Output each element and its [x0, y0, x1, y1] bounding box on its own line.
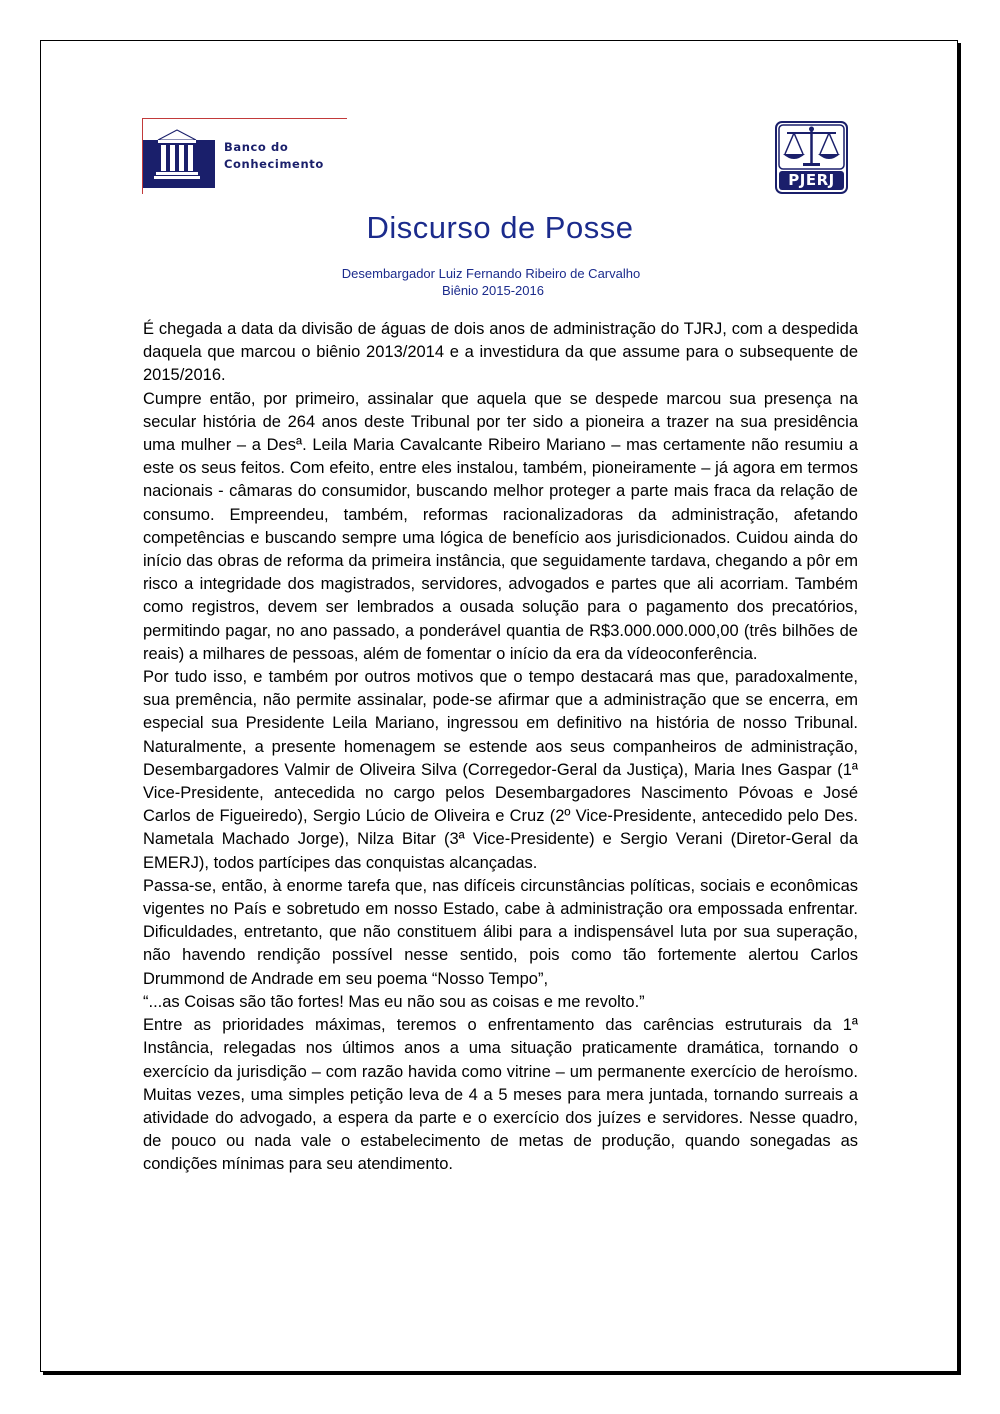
pjerj-label: PJERJ	[788, 171, 835, 189]
quote-paragraph: “...as Coisas são tão fortes! Mas eu não sou as coisas e me revolto.”	[143, 992, 645, 1011]
paragraph: Por tudo isso, e também por outros motivos que o tempo destacará mas que, paradoxalmente, sua premência, não permite assinalar, pode-se afirmar que a administração que se encerra, em especial sua Presidente Leila Mariano, ingressou em definitivo na história de nosso Tribunal. Naturalmente, a presente homenagem se estende aos seus companheiros de administração, Desembargadores Valmir de Oliveira Silva (Corregedor-Geral da Justiça), Maria Ines Gaspar (1ª Vice-Presidente, antecedida no cargo pelos Desembargadores Nascimento Póvoas e José Carlos de Figueiredo), Sergio Lúcio de Oliveira e Cruz (2º Vice-Presidente, antecedido pelo Des. Nametala Machado Jorge), Nilza Bitar (3ª Vice-Presidente) e Sergio Verani (Diretor-Geral da EMERJ), todos partícipes das conquistas alcançadas.	[143, 668, 858, 872]
speech-body	[143, 318, 858, 1177]
paragraph: É chegada a data da divisão de águas de dois anos de administração do TJRJ, com a despedida daquela que marcou o biênio 2013/2014 e a investidura da que assume para o subsequente de 2015/2016.	[143, 320, 858, 385]
paragraph: Cumpre então, por primeiro, assinalar que aquela que se despede marcou sua presença na secular história de 264 anos deste Tribunal por ter sido a pioneira a trazer na sua presidência uma mulher – a Desª. Leila Maria Cavalcante Ribeiro Mariano – mas certamente não resumiu a este os seus feitos. Com efeito, entre eles instalou, também, pioneiramente – já agora em termos nacionais - câmaras do consumidor, buscando melhor proteger a parte mais fraca da relação de consumo. Empreendeu, também, reformas racionalizadoras da administração, afetando competências e buscando sempre uma lógica de benefício aos jurisdicionados. Cuidou ainda do início das obras de reforma da primeira instância, que seguidamente tardava, chegando a pôr em risco a integridade dos magistrados, servidores, advogados e partes que ali acorriam. Também como registros, devem ser lembrados a ousada solução para o pagamento dos precatórios, permitindo pagar, no ano passado, a ponderável quantia de R$3.000.000.000,00 (três bilhões de reais) a milhares de pessoas, além de fomentar o início da era da vídeoconferência.	[143, 389, 858, 663]
logo-line-2: Conhecimento	[224, 157, 324, 171]
document-period: Biênio 2015-2016	[442, 283, 544, 298]
pjerj-logo	[775, 121, 848, 194]
document-author: Desembargador Luiz Fernando Ribeiro de Carvalho	[341, 266, 641, 281]
paragraph: Passa-se, então, à enorme tarefa que, nas difíceis circunstâncias políticas, sociais e econômicas vigentes no País e sobretudo em nosso Estado, cabe à administração ora empossada enfrentar. Dificuldades, entretanto, que não constituem álibi para a indispensável luta por sua superação, não havendo rendição possível nesse sentido, pois como tão fortemente alertou Carlos Drummond de Andrade em seu poema “Nosso Tempo”,	[143, 876, 858, 988]
paragraph: Entre as prioridades máximas, teremos o enfrentamento das carências estruturais da 1ª Instância, relegadas nos últimos anos a uma situação praticamente dramática, tornando o exercício da jurisdição – com razão havida como vitrine – um permanente exercício de heroísmo. Muitas vezes, uma simples petição leva de 4 a 5 meses para mera juntada, tornando surreais a atividade do advogado, a espera da parte e o exercício dos juízes e servidores. Nesse quadro, de pouco ou nada vale o estabelecimento de metas de produção, quando sonegadas as condições mínimas para seu atendimento.	[143, 1016, 858, 1174]
logo-line-1: Banco do	[224, 140, 289, 154]
document-title: Discurso de Posse	[366, 210, 634, 245]
banco-do-conhecimento-logo	[142, 118, 347, 194]
